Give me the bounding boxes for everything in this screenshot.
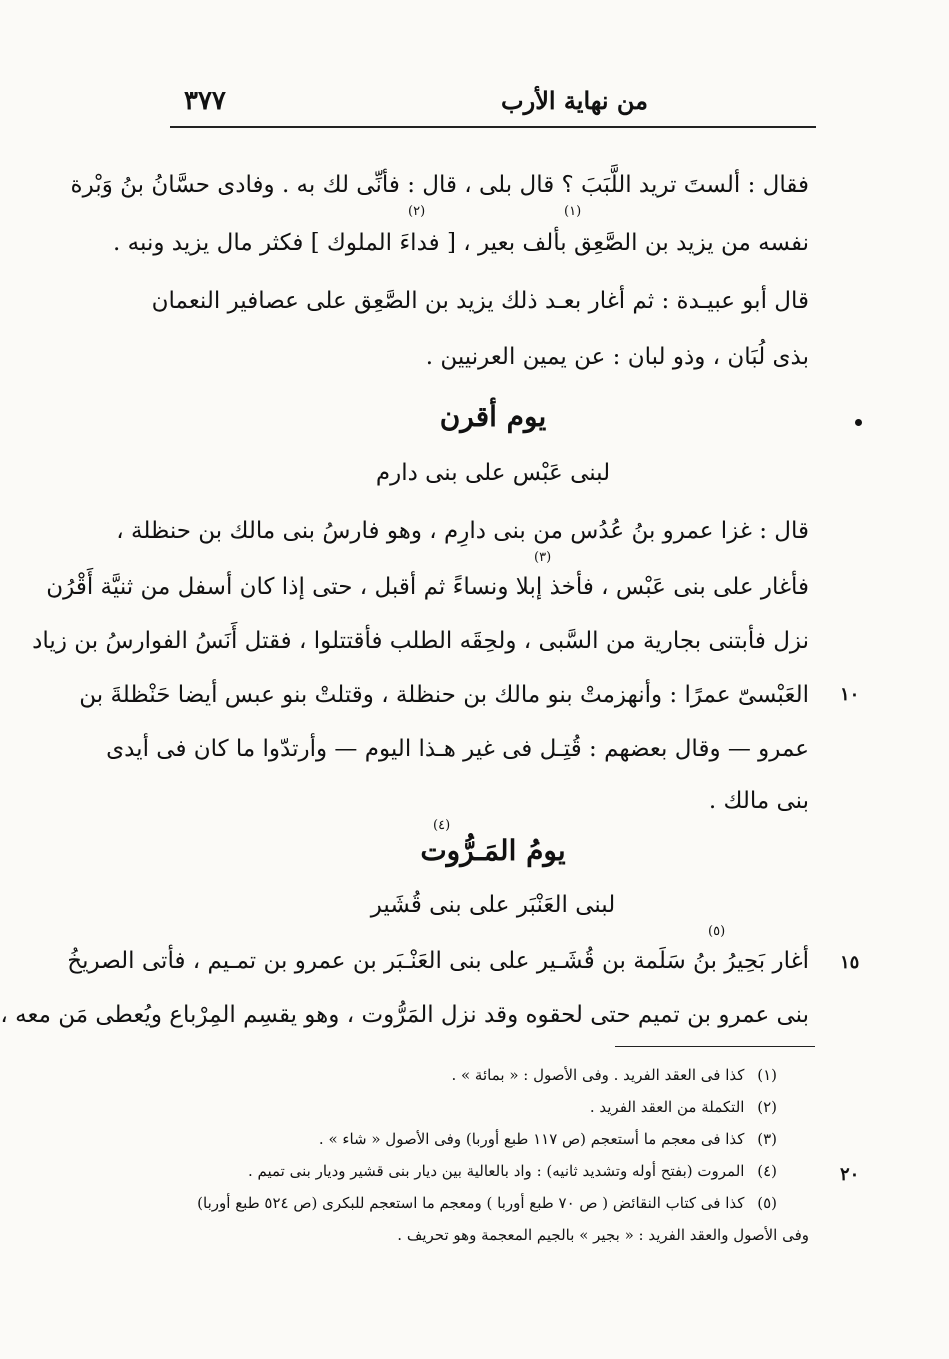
footnote-5-continuation bbox=[169, 1222, 809, 1248]
section1-line3: نزل فأبتنى بجارية من السَّبى ، ولحِقَه الطلب فأقتتلوا ، فقتل أَنَسُ الفوارسُ بن زياد bbox=[32, 628, 809, 654]
footnote-mark-1: (١) bbox=[564, 204, 582, 219]
page-number: ٣٧٧ bbox=[184, 86, 226, 116]
footnote-mark-5: (٥) bbox=[708, 924, 726, 939]
footnote-mark-4: (٤) bbox=[433, 818, 451, 833]
section2-title: يومُ المَـرُّوت bbox=[420, 834, 566, 867]
page-header bbox=[170, 84, 816, 128]
footnote-1-text: كذا فى العقد الفريد . وفى الأصول : « بمائة » . bbox=[451, 1066, 745, 1084]
running-title: من نهاية الأرب bbox=[501, 86, 648, 115]
margin-line-number-20: ٢٠ bbox=[840, 1164, 860, 1185]
section2-subtitle: لبنى العَنْبَر على بنى قُشَير bbox=[370, 892, 616, 918]
footnote-5 bbox=[177, 1190, 777, 1216]
section1-line6: بنى مالك . bbox=[708, 788, 809, 814]
footnote-1 bbox=[177, 1062, 777, 1088]
section1-title: يوم أقرن bbox=[439, 400, 547, 433]
footnote-5-continuation-text: وفى الأصول والعقد الفريد : « بجير » بالجيم المعجمة وهو تحريف . bbox=[397, 1226, 809, 1244]
paragraph2-line2: بذى لُبَان ، وذو لبان : عن يمين العرنيين . bbox=[425, 344, 809, 370]
section1-line4: العَبْسىّ عمرًا : وأنهزمتْ بنو مالك بن حنظلة ، وقتلتْ بنو عبس أيضا حَنْظلةَ بن bbox=[79, 682, 809, 708]
footnote-5-text: كذا فى كتاب النقائض ( ص ٧٠ طبع أوربا ) ومعجم ما استعجم للبكرى (ص ٥٢٤ طبع أوربا) bbox=[197, 1194, 745, 1212]
footnote-2-text: التكملة من العقد الفريد . bbox=[589, 1098, 745, 1116]
section2-line2: بنى عمرو بن تميم حتى لحقوه وقد نزل المَرُّوت ، وهو يقسِم المِرْباع ويُعطى مَن معه ، bbox=[0, 1002, 809, 1028]
section1-subtitle: لبنى عَبْس على بنى دارم bbox=[375, 460, 611, 486]
footnote-5-number: (٥) bbox=[757, 1194, 777, 1212]
footnote-1-number: (١) bbox=[757, 1066, 777, 1084]
section1-line2: فأغار على بنى عَبْس ، فأخذ إبلا ونساءً ثم أقبل ، حتى إذا كان أسفل من ثنيَّة أَقْرُن bbox=[46, 574, 809, 600]
margin-line-number-10: ١٠ bbox=[840, 684, 860, 705]
section2-line1: أغار بَحِيرُ بنُ سَلَمة بن قُشَـير على بنى العَنْـبَر بن عمرو بن تمـيم ، فأتى الصريخُ bbox=[67, 948, 809, 974]
footnote-4-number: (٤) bbox=[757, 1162, 777, 1180]
paragraph1-line2: نفسه من يزيد بن الصَّعِق بألف بعير ، [ فداءَ الملوك ] فكثر مال يزيد ونبه . bbox=[113, 230, 809, 256]
footnote-mark-3: (٣) bbox=[534, 550, 552, 565]
section1-line5: عمرو — وقال بعضهم : قُتِـل فى غير هـذا اليوم — وأرتدّوا ما كان فى أيدى bbox=[106, 736, 809, 762]
footnote-3 bbox=[177, 1126, 777, 1152]
footnote-4 bbox=[177, 1158, 777, 1184]
paragraph2-line1: قال أبو عبيـدة : ثم أغار بعـد ذلك يزيد بن الصَّعِق على عصافير النعمان bbox=[151, 288, 809, 314]
footnote-mark-2: (٢) bbox=[408, 204, 426, 219]
margin-line-number-15: ١٥ bbox=[840, 952, 860, 973]
paragraph1-line1: فقال : ألستَ تريد اللَّبَبَ ؟ قال بلى ، قال : فأنِّى لك به . وفادى حسَّانُ بنُ وَبْرة bbox=[70, 172, 809, 198]
footnote-4-text: المروت (بفتح أوله وتشديد ثانيه) : واد بالعالية بين ديار بنى قشير وديار بنى تميم . bbox=[247, 1162, 745, 1180]
footnote-3-text: كذا فى معجم ما أستعجم (ص ١١٧ طبع أوربا) وفى الأصول « شاء » . bbox=[318, 1130, 745, 1148]
footnote-3-number: (٣) bbox=[757, 1130, 777, 1148]
footnote-2-number: (٢) bbox=[757, 1098, 777, 1116]
section1-line1: قال : غزا عمرو بنُ عُدُس من بنى دارِم ، وهو فارسُ بنى مالك بن حنظلة ، bbox=[116, 518, 809, 544]
margin-marker-dot bbox=[855, 419, 862, 426]
footnote-2 bbox=[177, 1094, 777, 1120]
footnote-separator bbox=[615, 1046, 815, 1047]
